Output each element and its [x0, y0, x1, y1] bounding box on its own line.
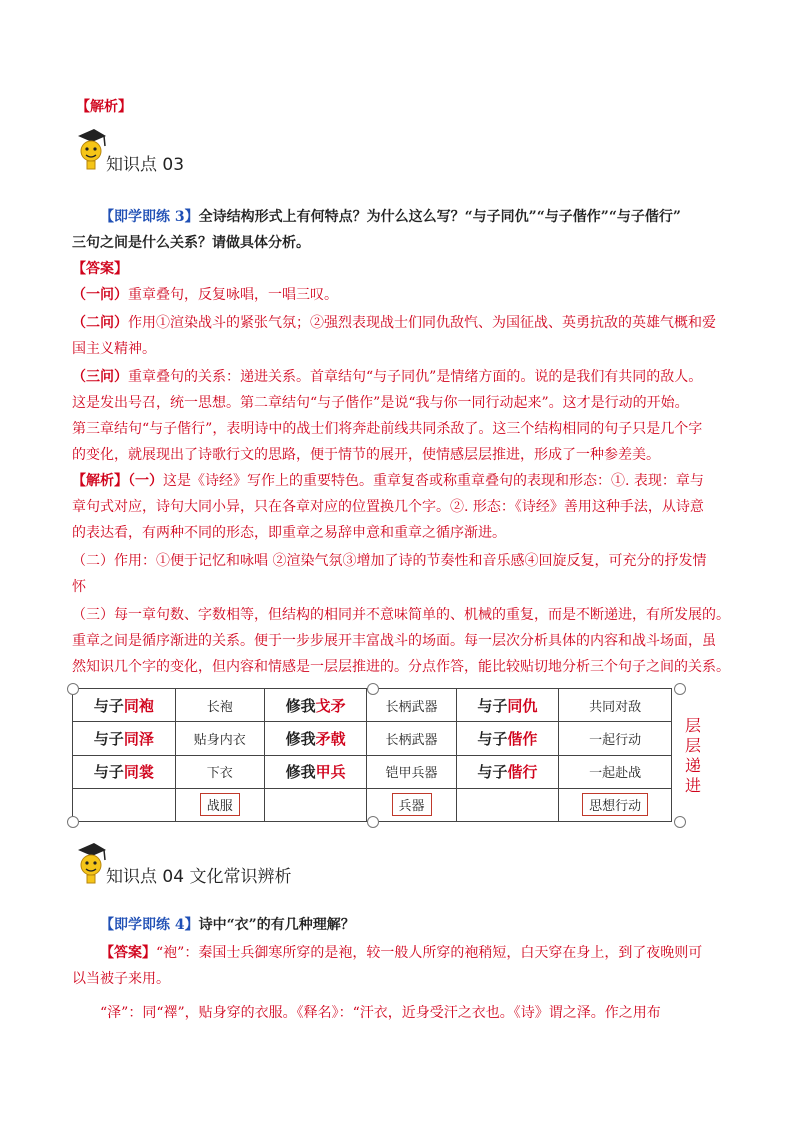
summary-box-action: 思想行动 [582, 793, 648, 816]
resize-handle[interactable] [367, 683, 379, 695]
answer-q2-line1: （二问）作用①渲染战斗的紧张气氛；②强烈表现战士们同仇敌忾、为国征战、英勇抗敌的英雄气概和爱 [72, 315, 716, 331]
analysis-line1: 【解析】（一）这是《诗经》写作上的重要特色。重章复沓或称重章叠句的表现和形态：①. 表现：章与 [72, 473, 704, 489]
table-cell: 长袍 [175, 689, 264, 722]
summary-box-weapons: 兵器 [392, 793, 432, 816]
exercise-4-tag: 【即学即练 4】 [100, 917, 199, 933]
exercise-3-question-line2: 三句之间是什么关系？请做具体分析。 [72, 235, 310, 251]
table-cell [367, 788, 456, 821]
exercise-4-answer-line1: 【答案】“袍”：秦国士兵御寒所穿的是袍，较一般人所穿的袍稍短，白天穿在身上，到了夜晚则可 [100, 945, 703, 961]
resize-handle[interactable] [67, 816, 79, 828]
table-cell [559, 788, 672, 821]
table-cell [456, 788, 559, 821]
table-cell: 一起赴战 [559, 755, 672, 788]
resize-handle[interactable] [67, 683, 79, 695]
table-cell: 长柄武器 [367, 722, 456, 755]
table-cell: 一起行动 [559, 722, 672, 755]
answer-q1: （一问）重章叠句，反复咏唱，一唱三叹。 [72, 287, 338, 303]
exercise-3-question-line1: 【即学即练 3】全诗结构形式上有何特点？为什么这么写？“与子同仇”“与子偕作”“与子偕行” [100, 209, 681, 225]
table-cell: 修我矛戟 [264, 722, 367, 755]
table-row [73, 722, 672, 755]
table-cell: 与子同袍 [73, 689, 176, 722]
analysis-line7: 重章之间是循序渐进的关系。便于一步步展开丰富战斗的场面。每一层次分析具体的内容和战斗场面，虽 [72, 633, 716, 649]
resize-handle[interactable] [367, 816, 379, 828]
analysis-line8: 然知识几个字的变化，但内容和情感是一层层推进的。分点作答，能比较贴切地分析三个句子之间的关系。 [72, 659, 730, 675]
answer-q3-line4: 的变化，就展现出了诗歌行文的思路，便于情节的展开，使情感层层推进，形成了一种参差美。 [72, 447, 660, 463]
table-cell: 长柄武器 [367, 689, 456, 722]
analysis-line2: 章句式对应，诗句大同小异，只在各章对应的位置换几个字。②. 形态：《诗经》善用这种手法，从诗意 [72, 499, 704, 515]
table-cell: 修我戈矛 [264, 689, 367, 722]
table-cell [264, 788, 367, 821]
exercise-4-answer-line2: 以当被子来用。 [72, 971, 170, 987]
analysis-line5: 怀 [72, 579, 86, 595]
table-cell: 与子同仇 [456, 689, 559, 722]
side-text-progressive: 层层递进 [684, 716, 701, 795]
table-cell: 修我甲兵 [264, 755, 367, 788]
table-cell: 与子偕作 [456, 722, 559, 755]
table-cell: 与子同泽 [73, 722, 176, 755]
resize-handle[interactable] [674, 683, 686, 695]
analysis-line3: 的表达看，有两种不同的形态，即重章之易辞申意和重章之循序渐进。 [72, 525, 506, 541]
table-cell: 与子同裳 [73, 755, 176, 788]
table-row [73, 755, 672, 788]
structure-table [72, 688, 672, 822]
analysis-line4: （二）作用：①便于记忆和咏唱 ②渲染气氛③增加了诗的节奏性和音乐感④回旋反复，可充分的抒发情 [72, 553, 707, 569]
analysis-line6: （三）每一章句数、字数相等，但结构的相同并不意味简单的、机械的重复，而是不断递进，有所发展的。 [72, 607, 730, 623]
scholar-mascot-icon [74, 126, 108, 170]
answer-q3-line3: 第三章结句“与子偕行”，表明诗中的战士们将奔赴前线共同杀敌了。这三个结构相同的句子只是几个字 [72, 421, 703, 437]
table-cell: 贴身内衣 [175, 722, 264, 755]
answer-q2-line2: 国主义精神。 [72, 341, 156, 357]
knowledge-point-04-title: 知识点 04 文化常识辨析 [106, 867, 292, 887]
scholar-mascot-icon [74, 840, 108, 884]
table-cell: 下衣 [175, 755, 264, 788]
table-cell [73, 788, 176, 821]
table-cell: 共同对敌 [559, 689, 672, 722]
structure-figure [72, 688, 684, 824]
answer-q3-line2: 这是发出号召，统一思想。第二章结句“与子偕作”是说“我与你一同行动起来”。这才是行动的开始。 [72, 395, 689, 411]
answer-label: 【答案】 [72, 261, 128, 277]
section-label-analysis: 【解析】 [76, 99, 132, 115]
table-cell [175, 788, 264, 821]
answer-q3-line1: （三问）重章叠句的关系：递进关系。首章结句“与子同仇”是情绪方面的。说的是我们有共同的敌人。 [72, 369, 703, 385]
resize-handle[interactable] [674, 816, 686, 828]
table-cell: 与子偕行 [456, 755, 559, 788]
exercise-4-question: 【即学即练 4】诗中“衣”的有几种理解？ [100, 917, 355, 933]
knowledge-point-03-title: 知识点 03 [106, 155, 185, 175]
exercise-4-answer-line3: “泽”：同“襗”，贴身穿的衣服。《释名》：“汗衣，近身受汗之衣也。《诗》谓之泽。作之用布 [100, 1005, 661, 1021]
exercise-3-tag: 【即学即练 3】 [100, 209, 199, 225]
summary-box-clothing: 战服 [200, 793, 240, 816]
table-cell: 铠甲兵器 [367, 755, 456, 788]
